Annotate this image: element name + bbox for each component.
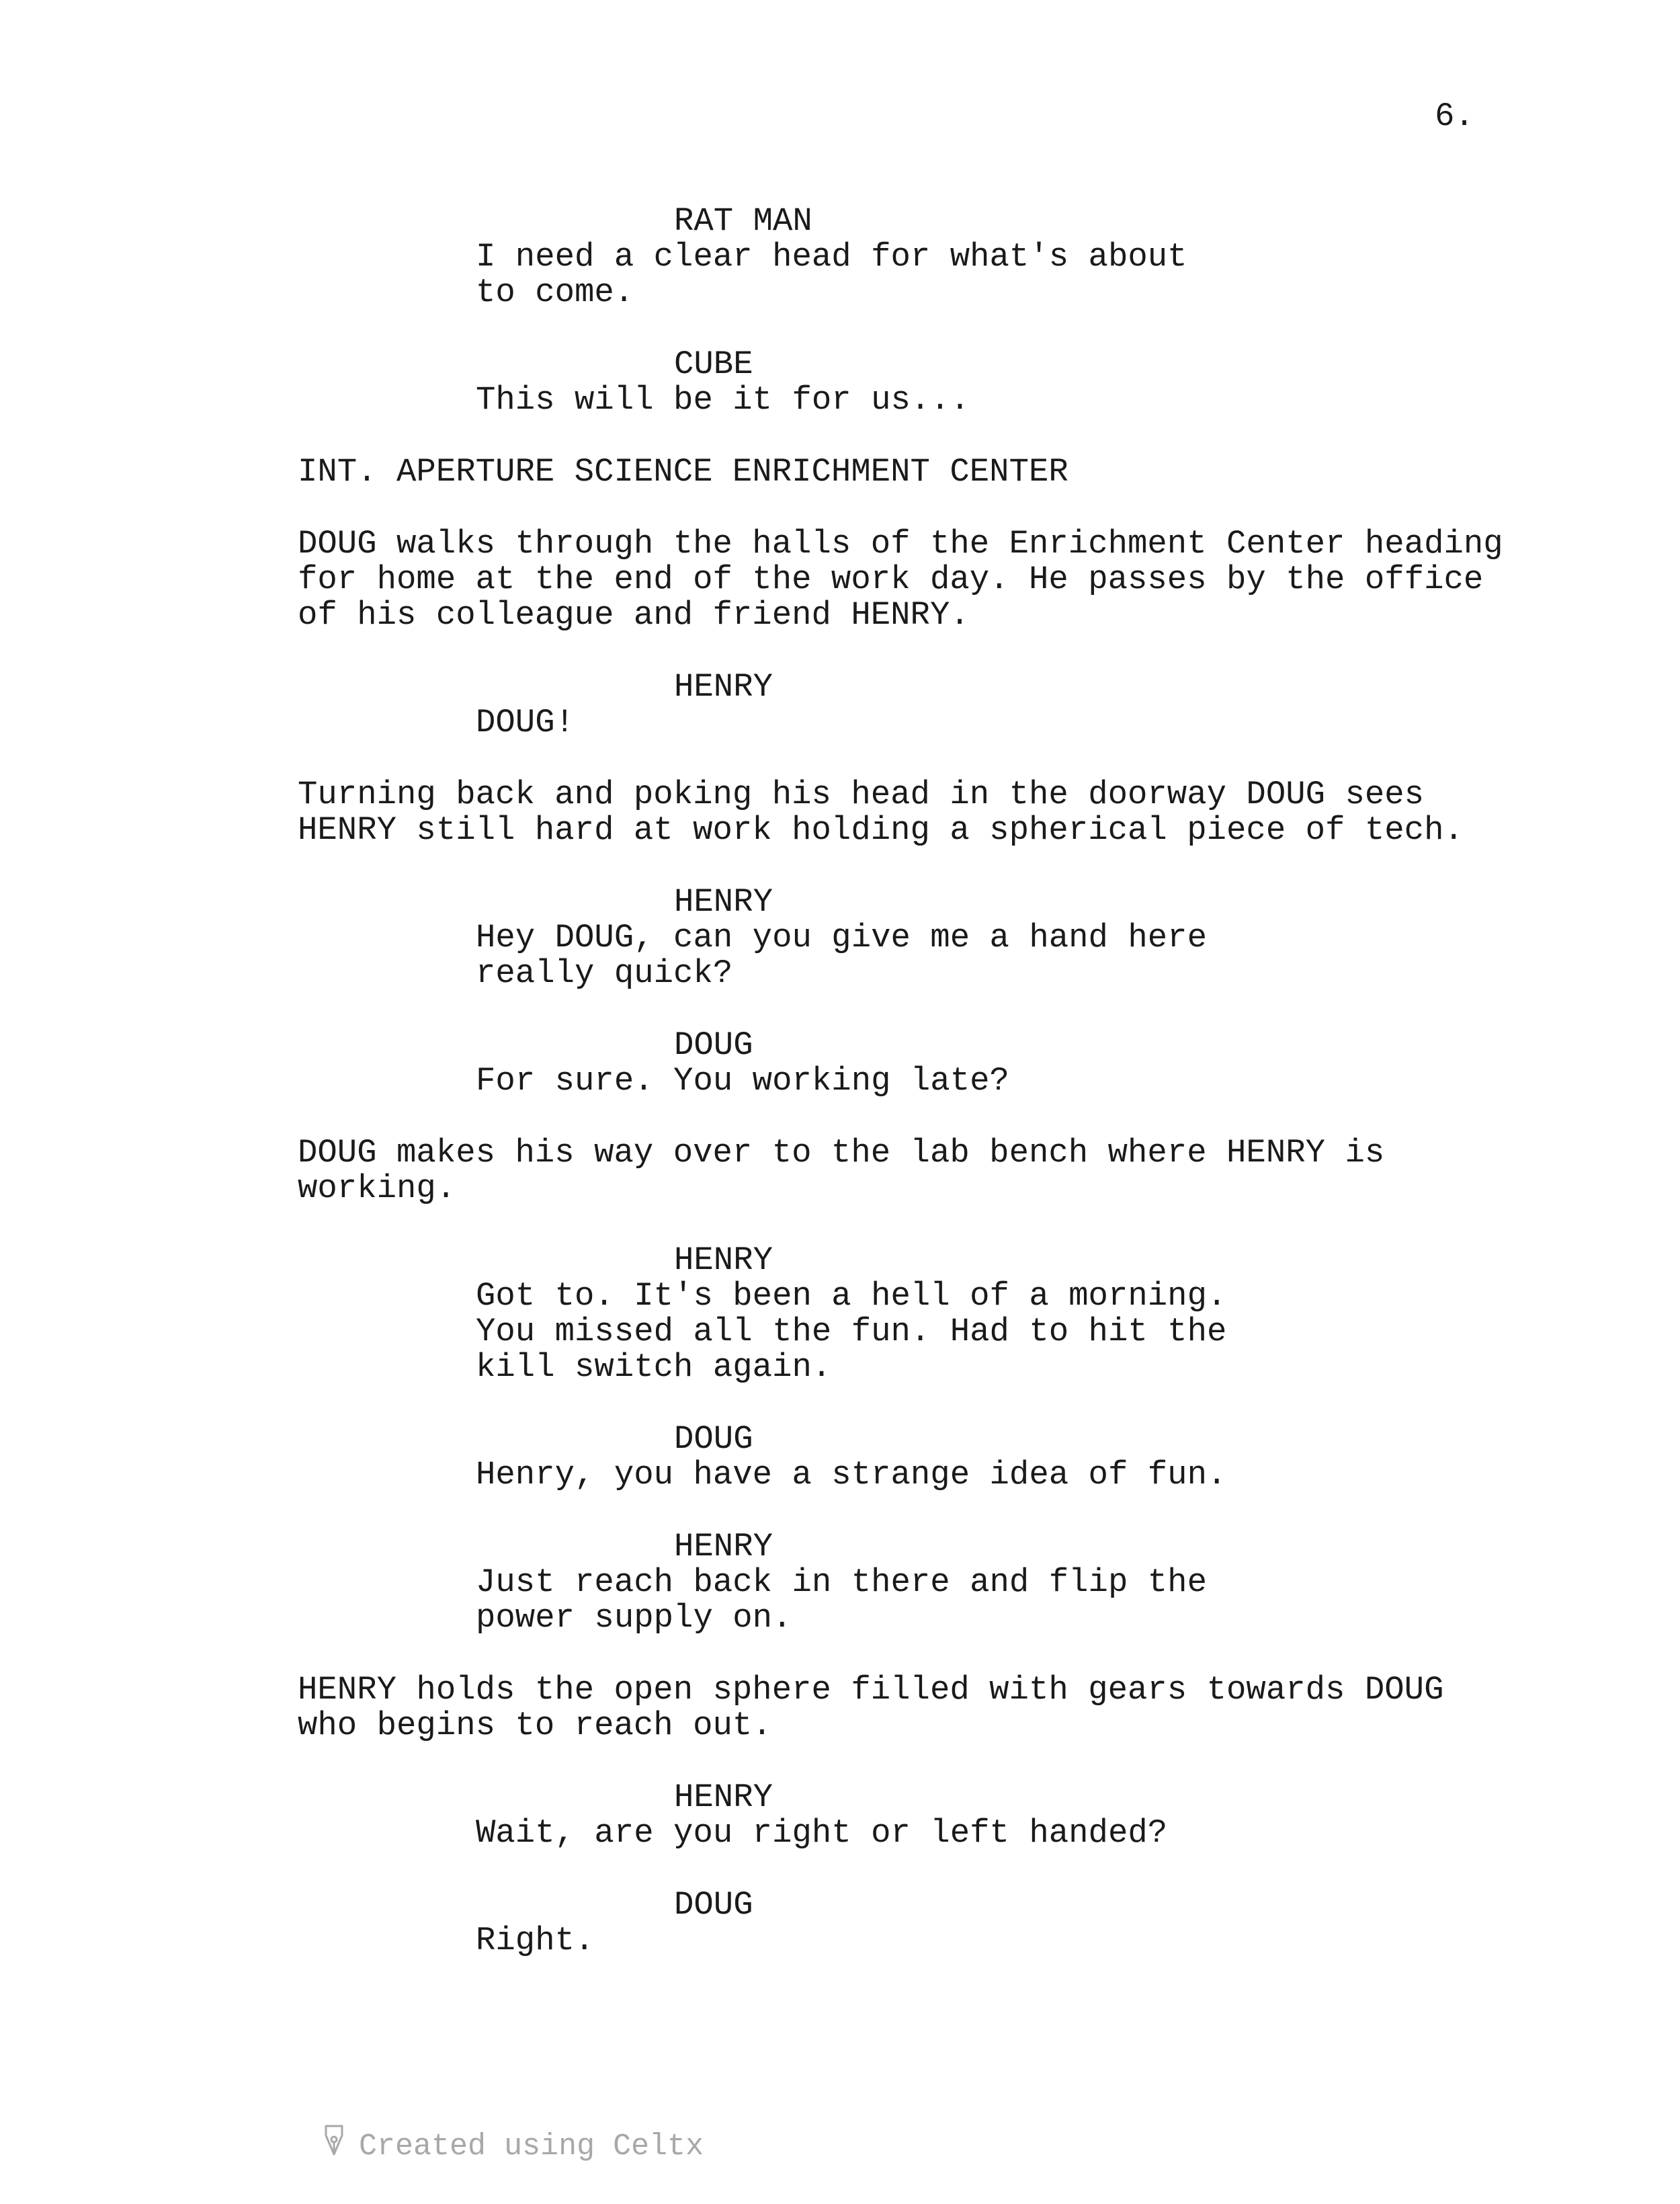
character-cue: CUBE — [674, 345, 753, 383]
action-line: who begins to reach out. — [298, 1707, 772, 1744]
dialogue-line: You missed all the fun. Had to hit the — [476, 1313, 1227, 1350]
character-cue: HENRY — [674, 1779, 773, 1816]
footer — [250, 2089, 704, 2204]
action-line: Turning back and poking his head in the doorway DOUG sees — [298, 776, 1425, 813]
character-cue: HENRY — [674, 668, 773, 706]
character-cue: DOUG — [674, 1420, 753, 1458]
action-line: DOUG makes his way over to the lab bench where HENRY is — [298, 1134, 1385, 1172]
dialogue-line: I need a clear head for what's about — [476, 238, 1187, 276]
action-line: HENRY still hard at work holding a spherical piece of tech. — [298, 811, 1464, 849]
action-line: DOUG walks through the halls of the Enrichment Center heading — [298, 525, 1503, 563]
action-line: for home at the end of the work day. He passes by the office — [298, 561, 1484, 598]
character-cue: DOUG — [674, 1886, 753, 1924]
dialogue-line: Got to. It's been a hell of a morning. — [476, 1277, 1227, 1315]
action-line: working. — [298, 1170, 456, 1207]
character-cue: DOUG — [674, 1026, 753, 1064]
dialogue-line: Wait, are you right or left handed? — [476, 1814, 1168, 1852]
dialogue-line: really quick? — [476, 954, 733, 992]
pen-nib-icon — [250, 2089, 359, 2204]
dialogue-line: power supply on. — [476, 1599, 792, 1637]
action-line: of his colleague and friend HENRY. — [298, 596, 970, 634]
dialogue-line: Henry, you have a strange idea of fun. — [476, 1456, 1227, 1494]
dialogue-line: to come. — [476, 274, 634, 311]
page-number: 6. — [1435, 97, 1474, 135]
dialogue-line: DOUG! — [476, 704, 575, 741]
dialogue-line: Hey DOUG, can you give me a hand here — [476, 919, 1207, 956]
character-cue: HENRY — [674, 1528, 773, 1565]
scene-heading: INT. APERTURE SCIENCE ENRICHMENT CENTER — [298, 453, 1068, 491]
action-line: HENRY holds the open sphere filled with gears towards DOUG — [298, 1671, 1444, 1709]
dialogue-line: kill switch again. — [476, 1348, 832, 1386]
character-cue: HENRY — [674, 1241, 773, 1279]
dialogue-line: Just reach back in there and flip the — [476, 1563, 1207, 1601]
dialogue-line: For sure. You working late? — [476, 1062, 1009, 1100]
character-cue: HENRY — [674, 883, 773, 921]
footer-text: Created using Celtx — [359, 2129, 704, 2164]
character-cue: RAT MAN — [674, 202, 812, 240]
dialogue-line: This will be it for us... — [476, 381, 970, 419]
dialogue-line: Right. — [476, 1922, 595, 1959]
